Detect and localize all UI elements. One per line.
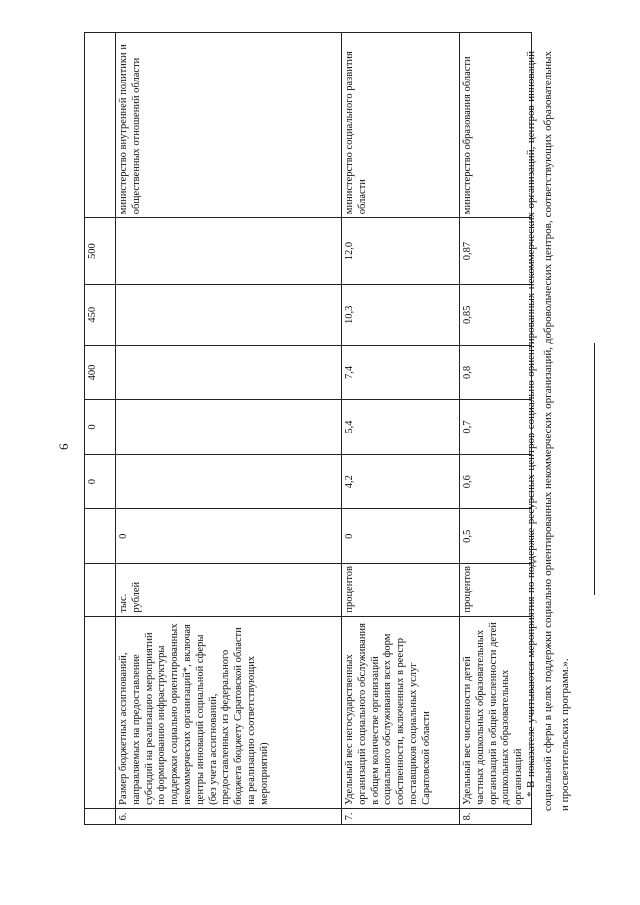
unit-cell: процентов [342, 564, 460, 617]
header-value: 0 [85, 400, 116, 455]
row-number: 6. [116, 808, 342, 824]
page-number: 6 [56, 443, 71, 450]
table-row [342, 33, 460, 825]
unit-cell: тыс. рублей [116, 564, 342, 617]
table-row [460, 33, 532, 825]
table-row [116, 33, 342, 825]
value-cell: 12,0 [342, 218, 460, 285]
value-cell [116, 454, 342, 509]
value-cell: 0,87 [460, 218, 532, 285]
value-cell: 5,4 [342, 400, 460, 455]
value-cell: 0 [116, 509, 342, 564]
header-value: 450 [85, 284, 116, 345]
responsible-cell: министерство внутренней политики и общественных отношений области [116, 33, 342, 218]
row-number: 8. [460, 808, 532, 824]
value-cell: 0,85 [460, 284, 532, 345]
value-cell: 10,3 [342, 284, 460, 345]
indicator-text: Удельный вес численности детей частных дошкольных образовательных организаций в общей численности детей дошкольных образовательных организаций [460, 616, 532, 808]
header-value: 400 [85, 345, 116, 400]
closing-rule [594, 343, 595, 595]
value-cell [116, 218, 342, 285]
value-cell: 0 [342, 509, 460, 564]
value-cell [116, 400, 342, 455]
value-cell: 0,6 [460, 454, 532, 509]
value-cell: 7,4 [342, 345, 460, 400]
indicator-text: Удельный вес негосударственных организаций социального обслуживания в общем количестве организаций социального обслуживания всех форм собственности, включенных в реестр поставщиков социальных услуг Саратовской области [342, 616, 460, 808]
row-number: 7. [342, 808, 460, 824]
value-cell: 0,7 [460, 400, 532, 455]
indicators-table [84, 32, 532, 825]
value-cell: 0,5 [460, 509, 532, 564]
header-value: 500 [85, 218, 116, 285]
unit-cell: процентов [460, 564, 532, 617]
value-cell: 4,2 [342, 454, 460, 509]
responsible-cell: министерство социального развития области [342, 33, 460, 218]
responsible-cell: министерство образования области [460, 33, 532, 218]
value-cell [116, 345, 342, 400]
value-cell: 0,8 [460, 345, 532, 400]
footnote: * В показателе учитываются мероприятия по поддержке ресурсных центров социально ориентированных некоммерческих организаций, центров инноваций социальной сферы в целях поддержки социально ориентированных некоммерческих организаций, добровольческих центров, соответствующих образовательных и просветительских программ.». [525, 51, 572, 811]
header-value: 0 [85, 454, 116, 509]
table-header-row [85, 33, 116, 825]
indicator-text: Размер бюджетных ассигнований, направляемых на предоставление субсидий на реализацию мероприятий по формированию инфраструктуры поддержки социально ориентированных некоммерческих организаций*, включая центры инноваций социальной сферы (без учета ассигнований, предоставленных из федерального бюджета бюджету Саратовской области на реализацию соответствующих мероприятий) [116, 616, 342, 808]
value-cell [116, 284, 342, 345]
